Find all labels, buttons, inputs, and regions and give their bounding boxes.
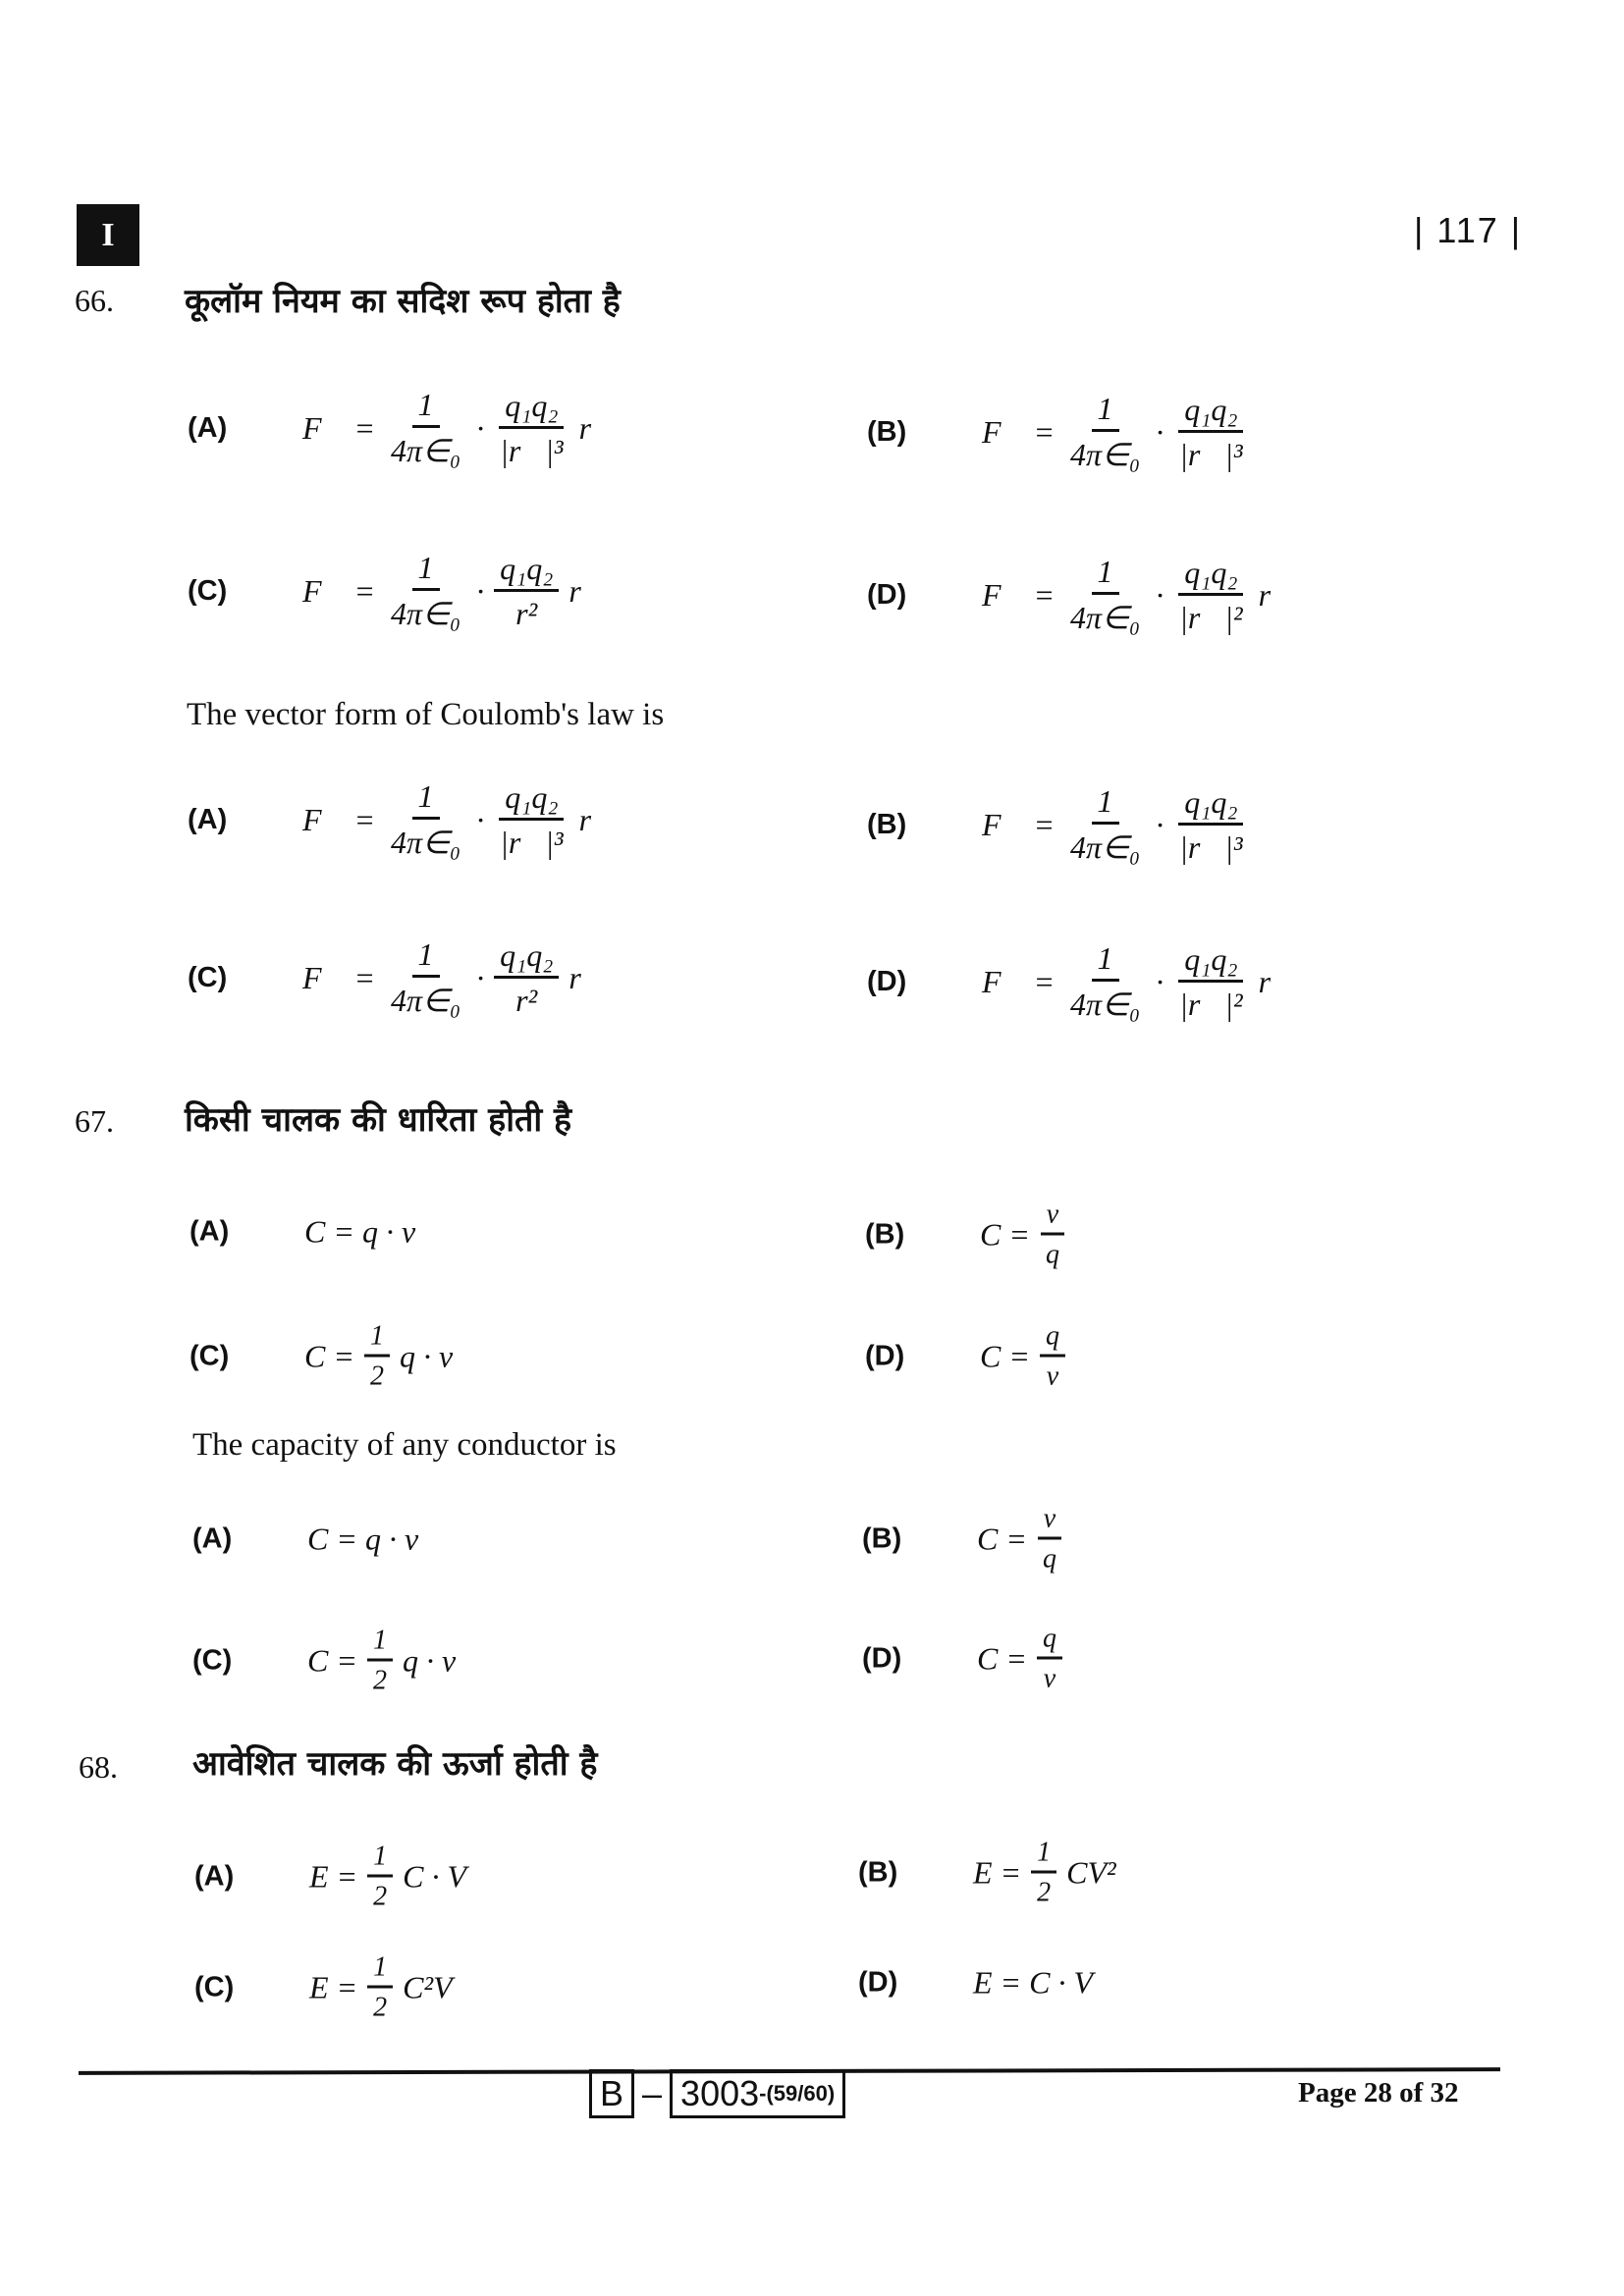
- fraction: [1040, 1321, 1065, 1393]
- option-label: (D): [865, 1340, 905, 1372]
- formula-term: F⃗ =: [302, 572, 376, 609]
- fraction: [1173, 784, 1249, 866]
- option-c[interactable]: [192, 1626, 456, 1697]
- page-count: Page 28 of 32: [1298, 2077, 1459, 2109]
- denominator: q: [1045, 1239, 1059, 1270]
- code-box: [670, 2069, 845, 2118]
- option-c[interactable]: [189, 1321, 453, 1393]
- formula-term: ·: [476, 572, 485, 609]
- denominator: r²: [515, 595, 538, 631]
- formula-term: ·: [1156, 963, 1164, 999]
- formula-term: r⃗: [568, 572, 606, 609]
- numerator: q₁q₂: [494, 551, 559, 592]
- formula: [980, 1321, 1069, 1393]
- numerator: q₁q₂: [1178, 941, 1243, 983]
- option-label: (A): [192, 1522, 233, 1555]
- question-number: 67.: [75, 1103, 114, 1139]
- formula-term: C =: [307, 1642, 357, 1679]
- option-label: (D): [867, 578, 907, 611]
- denominator: 4π∈₀: [1070, 437, 1141, 472]
- formula-term: C = q · v: [307, 1521, 419, 1557]
- question-text-english: The vector form of Coulomb's law is: [187, 697, 665, 732]
- denominator: |r⃗|³: [500, 824, 564, 860]
- fraction: [1173, 555, 1249, 636]
- formula: [302, 387, 616, 469]
- formula-term: F⃗ =: [982, 576, 1056, 613]
- numerator: q₁q₂: [1178, 784, 1243, 826]
- formula: [307, 1626, 456, 1697]
- option-label: (A): [188, 411, 228, 444]
- fraction: [1064, 783, 1146, 866]
- formula: [309, 1842, 466, 1913]
- fraction: [494, 937, 559, 1019]
- fraction: [1031, 1838, 1056, 1909]
- formula-term: q · v: [402, 1642, 457, 1679]
- formula-term: C =: [980, 1338, 1030, 1374]
- denominator: v: [1046, 1361, 1059, 1392]
- formula-term: r⃗: [578, 409, 616, 446]
- denominator: 4π∈₀: [391, 596, 461, 631]
- option-b[interactable]: [862, 1504, 1066, 1575]
- page-number-bracket: | 117 |: [1414, 210, 1523, 250]
- fraction: [1037, 1504, 1062, 1575]
- denominator: 2: [372, 1665, 387, 1696]
- option-label: (C): [192, 1644, 233, 1677]
- fraction: [494, 388, 569, 469]
- question-text-hindi: कूलॉम नियम का सदिश रूप होता है: [185, 282, 621, 321]
- option-a[interactable]: [194, 1842, 466, 1913]
- formula-term: ·: [476, 801, 485, 837]
- denominator: q: [1042, 1543, 1056, 1575]
- code-suffix: -(59/60): [759, 2081, 836, 2106]
- numerator: 1: [1092, 783, 1119, 825]
- question-number: 66.: [75, 283, 114, 318]
- formula-term: F⃗ =: [302, 409, 376, 446]
- numerator: 1: [364, 1321, 390, 1358]
- formula-term: C =: [977, 1521, 1027, 1557]
- denominator: 4π∈₀: [1070, 987, 1141, 1022]
- denominator: 4π∈₀: [1070, 829, 1141, 865]
- fraction: [494, 551, 559, 632]
- option-a[interactable]: [188, 387, 616, 469]
- option-d[interactable]: [858, 1965, 1093, 2002]
- fraction: [494, 779, 569, 861]
- fraction: [385, 778, 466, 861]
- numerator: q: [1037, 1624, 1062, 1660]
- numerator: v: [1041, 1200, 1064, 1236]
- formula: [980, 1200, 1069, 1271]
- formula-term: F⃗ =: [982, 413, 1056, 450]
- denominator: 2: [369, 1361, 384, 1392]
- denominator: |r⃗|³: [1179, 828, 1243, 865]
- formula-term: r⃗: [1258, 963, 1295, 999]
- denominator: |r⃗|²: [1179, 986, 1243, 1022]
- numerator: v: [1038, 1504, 1061, 1540]
- option-label: (B): [867, 415, 907, 448]
- paper-code: [589, 2069, 845, 2118]
- formula-term: r⃗: [568, 959, 606, 995]
- fraction: [385, 936, 466, 1019]
- denominator: 4π∈₀: [391, 433, 461, 468]
- question-text-hindi: आवेशित चालक की ऊर्जा होती है: [192, 1744, 598, 1784]
- formula-term: r⃗: [1258, 576, 1295, 613]
- fraction: [367, 1952, 393, 2024]
- option-b[interactable]: [865, 1200, 1069, 1271]
- formula-term: ·: [476, 959, 485, 995]
- option-label: (D): [862, 1642, 902, 1675]
- question-text-english: The capacity of any conductor is: [192, 1427, 617, 1463]
- formula-term: q · v: [399, 1338, 454, 1374]
- numerator: 1: [412, 550, 440, 591]
- option-label: (D): [858, 1966, 898, 1999]
- formula-term: F⃗ =: [982, 806, 1056, 842]
- option-c[interactable]: [188, 936, 606, 1019]
- formula-term: E =: [309, 1969, 358, 2005]
- option-c[interactable]: [194, 1952, 453, 2024]
- formula-term: ·: [476, 409, 485, 446]
- formula-term: F⃗ =: [982, 963, 1056, 999]
- fraction: [1173, 392, 1249, 473]
- numerator: 1: [367, 1842, 393, 1878]
- numerator: q₁q₂: [1178, 555, 1243, 596]
- code-dash: –: [642, 2073, 663, 2113]
- option-d[interactable]: [867, 554, 1295, 636]
- fraction: [1040, 1200, 1065, 1271]
- fraction: [367, 1842, 393, 1913]
- option-b[interactable]: [858, 1838, 1116, 1909]
- numerator: 1: [367, 1626, 393, 1662]
- numerator: 1: [367, 1952, 393, 1989]
- question-text-hindi: किसी चालक की धारिता होती है: [185, 1100, 572, 1140]
- formula: [302, 550, 606, 632]
- formula-term: CV²: [1066, 1854, 1116, 1891]
- denominator: 4π∈₀: [1070, 600, 1141, 635]
- fraction: [1064, 554, 1146, 636]
- numerator: q₁q₂: [499, 779, 564, 821]
- fraction: [367, 1626, 393, 1697]
- formula: [309, 1952, 453, 2024]
- option-label: (A): [189, 1215, 230, 1248]
- option-label: (B): [862, 1522, 902, 1555]
- formula: [973, 1965, 1093, 2002]
- option-label: (A): [188, 803, 228, 835]
- numerator: q₁q₂: [499, 388, 564, 429]
- option-label: (B): [867, 808, 907, 840]
- formula: [982, 391, 1253, 473]
- formula: [973, 1838, 1116, 1909]
- option-label: (A): [194, 1860, 235, 1893]
- formula: [304, 1214, 415, 1251]
- formula-term: ·: [1156, 413, 1164, 450]
- formula-term: ·: [1156, 576, 1164, 613]
- option-b[interactable]: [867, 783, 1253, 866]
- numerator: 1: [1092, 554, 1119, 595]
- denominator: 4π∈₀: [391, 825, 461, 860]
- question-number: 68.: [79, 1749, 118, 1785]
- formula-term: r⃗: [578, 801, 616, 837]
- denominator: 4π∈₀: [391, 983, 461, 1018]
- series-box: B: [589, 2069, 634, 2118]
- denominator: |r⃗|³: [500, 432, 564, 468]
- denominator: v: [1043, 1663, 1056, 1694]
- option-a[interactable]: [192, 1522, 418, 1558]
- formula-term: C =: [304, 1338, 354, 1374]
- formula: [302, 778, 616, 861]
- denominator: 2: [373, 1992, 388, 2023]
- option-a[interactable]: [189, 1214, 415, 1251]
- formula: [977, 1504, 1066, 1575]
- fraction: [364, 1321, 390, 1393]
- formula-term: C =: [980, 1216, 1030, 1253]
- formula-term: C · V: [403, 1858, 467, 1895]
- option-c[interactable]: [188, 550, 606, 632]
- formula-term: C²V: [403, 1969, 453, 2005]
- formula-term: C = q · v: [304, 1213, 416, 1250]
- numerator: 1: [412, 936, 440, 978]
- option-label: (C): [188, 574, 228, 607]
- formula-term: C =: [977, 1640, 1027, 1677]
- formula: [982, 783, 1253, 866]
- set-badge: I: [77, 204, 139, 266]
- formula: [982, 940, 1295, 1023]
- option-label: (C): [194, 1971, 235, 2003]
- code-number: 3003: [680, 2073, 760, 2113]
- option-label: (B): [858, 1856, 898, 1889]
- option-label: (C): [189, 1340, 230, 1372]
- option-b[interactable]: [867, 391, 1253, 473]
- numerator: 1: [1092, 391, 1119, 432]
- numerator: 1: [412, 387, 440, 428]
- option-label: (D): [867, 965, 907, 997]
- formula: [302, 936, 606, 1019]
- formula: [307, 1522, 418, 1558]
- denominator: 2: [1037, 1877, 1052, 1908]
- numerator: q₁q₂: [1178, 392, 1243, 433]
- formula-term: E =: [309, 1858, 358, 1895]
- numerator: 1: [412, 778, 440, 820]
- option-a[interactable]: [188, 778, 616, 861]
- numerator: 1: [1092, 940, 1119, 982]
- formula-term: F⃗ =: [302, 801, 376, 837]
- fraction: [385, 387, 466, 469]
- fraction: [1064, 940, 1146, 1023]
- formula-term: E =: [973, 1854, 1022, 1891]
- numerator: q₁q₂: [494, 937, 559, 979]
- denominator: |r⃗|²: [1179, 599, 1243, 635]
- formula-term: E = C · V: [973, 1964, 1094, 2001]
- numerator: 1: [1031, 1838, 1056, 1874]
- option-label: (B): [865, 1218, 905, 1251]
- denominator: r²: [515, 982, 538, 1018]
- formula: [977, 1624, 1066, 1695]
- formula-term: F⃗ =: [302, 959, 376, 995]
- denominator: 2: [373, 1881, 388, 1912]
- denominator: |r⃗|³: [1179, 436, 1243, 472]
- fraction: [1037, 1624, 1062, 1695]
- formula: [304, 1321, 453, 1393]
- fraction: [1064, 391, 1146, 473]
- option-d[interactable]: [862, 1624, 1066, 1695]
- fraction: [1173, 941, 1249, 1023]
- option-d[interactable]: [865, 1321, 1069, 1393]
- formula-term: ·: [1156, 806, 1164, 842]
- formula: [982, 554, 1295, 636]
- numerator: q: [1040, 1321, 1065, 1358]
- fraction: [385, 550, 466, 632]
- option-d[interactable]: [867, 940, 1295, 1023]
- option-label: (C): [188, 961, 228, 993]
